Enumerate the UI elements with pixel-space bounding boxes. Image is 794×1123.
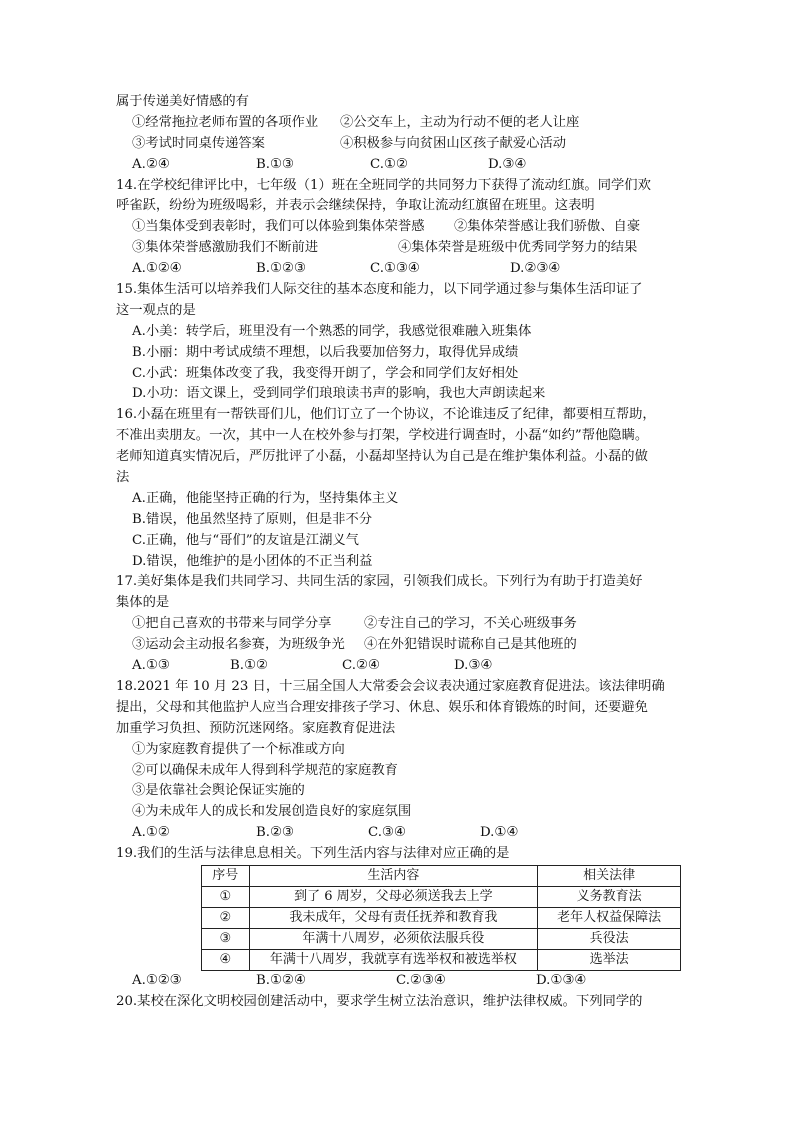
table-row [202, 928, 681, 949]
table-cell-content: 我未成年，父母有责任抚养和教育我 [249, 907, 538, 928]
q19-options [116, 971, 688, 992]
table-cell-index: ④ [202, 949, 250, 970]
q18-option-b[interactable]: B.②③ [256, 825, 294, 841]
q18-item-2: ②可以确保未成年人得到科学规范的家庭教育 [132, 762, 398, 778]
table-row [202, 886, 681, 907]
q14-option-d[interactable]: D.②③④ [510, 261, 561, 277]
q17-stem-line1: 17.美好集体是我们共同学习、共同生活的家园，引领我们成长。下列行为有助于打造美好 [116, 574, 643, 590]
q14-items-row2 [116, 238, 688, 259]
table-cell-law: 兵役法 [538, 928, 681, 949]
q17-item-3: ③运动会主动报名参赛，为班级争光 [132, 637, 345, 653]
q19-option-a[interactable]: A.①②③ [132, 972, 182, 988]
q18-stem-line2: 提出，父母和其他监护人应当合理安排孩子学习、休息、娱乐和体育锻炼的时间，还要避免 [116, 699, 648, 715]
q17-items-row1 [116, 614, 688, 635]
q17-option-b[interactable]: B.①② [230, 658, 268, 674]
q15-option-a[interactable]: A.小美：转学后，班里没有一个熟悉的同学，我感觉很难融入班集体 [132, 323, 532, 339]
q14-options [116, 259, 688, 280]
q17-option-a[interactable]: A.①③ [132, 658, 170, 674]
q18-stem-line3: 加重学习负担、预防沉迷网络。家庭教育促进法 [116, 720, 396, 736]
q15-option-d[interactable]: D.小功：语文课上，受到同学们琅琅读书声的影响，我也大声朗读起来 [132, 386, 546, 402]
q18-item-4: ④为未成年人的成长和发展创造良好的家庭氛围 [132, 804, 412, 820]
table-cell-law: 义务教育法 [538, 886, 681, 907]
table-header-index: 序号 [202, 865, 250, 886]
q18-options [116, 823, 688, 844]
q20-stem-line1: 20.某校在深化文明校园创建活动中，要求学生树立法治意识，维护法律权威。下列同学的 [116, 993, 643, 1009]
table-header-content: 生活内容 [249, 865, 538, 886]
q18-option-a[interactable]: A.①② [132, 825, 170, 841]
q17-option-c[interactable]: C.②④ [342, 658, 380, 674]
q14-stem-line2: 呼雀跃，纷纷为班级喝彩，并表示会继续保持，争取让流动红旗留在班里。这表明 [116, 198, 595, 214]
q14-option-c[interactable]: C.①③④ [370, 261, 420, 277]
q13-item-3: ③考试时同桌传递答案 [132, 135, 265, 151]
q18-stem-line1: 18.2021 年 10 月 23 日，十三届全国人大常委会会议表决通过家庭教育促进法。该法律明确 [116, 678, 665, 694]
q16-stem-line1: 16.小磊在班里有一帮铁哥们儿，他们订立了一个协议，不论谁违反了纪律，都要相互帮助， [116, 407, 656, 423]
q14-option-a[interactable]: A.①②④ [132, 261, 182, 277]
q13-items-row2 [116, 134, 688, 155]
q14-item-3: ③集体荣誉感激励我们不断前进 [132, 240, 319, 256]
q14-stem-line1: 14.在学校纪律评比中，七年级（1）班在全班同学的共同努力下获得了流动红旗。同学们欢 [116, 177, 651, 193]
q13-option-b[interactable]: B.①③ [256, 156, 294, 172]
q18-option-c[interactable]: C.③④ [368, 825, 406, 841]
table-row [202, 949, 681, 970]
q17-item-2: ②专注自己的学习，不关心班级事务 [364, 616, 577, 632]
q14-item-1: ①当集体受到表彰时，我们可以体验到集体荣誉感 [132, 219, 425, 235]
q13-option-c[interactable]: C.①② [370, 156, 408, 172]
q14-item-4: ④集体荣誉是班级中优秀同学努力的结果 [398, 240, 638, 256]
q13-option-a[interactable]: A.②④ [132, 156, 170, 172]
q15-stem-line2: 这一观点的是 [116, 302, 196, 318]
table-cell-index: ② [202, 907, 250, 928]
table-header-law: 相关法律 [538, 865, 681, 886]
q13-stem: 属于传递美好情感的有 [116, 94, 249, 109]
table-cell-index: ① [202, 886, 250, 907]
exam-page [116, 92, 688, 1013]
q17-stem-line2: 集体的是 [116, 595, 170, 611]
q16-stem-line2: 不准出卖朋友。一次，其中一人在校外参与打架，学校进行调查时，小磊“如约”帮他隐瞒。 [116, 428, 649, 444]
q16-stem-line4: 法 [116, 470, 130, 486]
q17-items-row2 [116, 635, 688, 656]
q13-items-row1 [116, 113, 688, 134]
q19-option-b[interactable]: B.①②④ [256, 972, 306, 988]
q16-option-c[interactable]: C.正确，他与“哥们”的友谊是江湖义气 [132, 532, 359, 548]
q17-item-1: ①把自己喜欢的书带来与同学分享 [132, 616, 332, 632]
q16-option-b[interactable]: B.错误，他虽然坚持了原则，但是非不分 [132, 511, 373, 527]
q18-item-1: ①为家庭教育提供了一个标准或方向 [132, 741, 345, 757]
q13-item-4: ④积极参与向贫困山区孩子献爱心活动 [340, 135, 567, 151]
q15-stem-line1: 15.集体生活可以培养我们人际交往的基本态度和能力，以下同学通过参与集体生活印证了 [116, 282, 643, 298]
q15-option-b[interactable]: B.小丽：期中考试成绩不理想，以后我要加倍努力，取得优异成绩 [132, 344, 519, 360]
q18-item-3: ③是依靠社会舆论保证实施的 [132, 783, 305, 799]
law-table [201, 865, 681, 971]
q17-options [116, 656, 688, 677]
q13-item-1: ①经常拖拉老师布置的各项作业 [132, 114, 319, 130]
q16-option-d[interactable]: D.错误，他维护的是小团体的不正当利益 [132, 553, 373, 569]
table-cell-content: 年满十八周岁，我就享有选举权和被选举权 [249, 949, 538, 970]
q19-option-d[interactable]: D.①③④ [536, 972, 587, 988]
q15-option-c[interactable]: C.小武：班集体改变了我，我变得开朗了，学会和同学们友好相处 [132, 365, 519, 381]
table-cell-content: 年满十八周岁，必须依法服兵役 [249, 928, 538, 949]
q14-item-2: ②集体荣誉感让我们骄傲、自豪 [454, 219, 641, 235]
q18-option-d[interactable]: D.①④ [480, 825, 519, 841]
q13-item-2: ②公交车上，主动为行动不便的老人让座 [340, 114, 580, 130]
table-header-row [202, 865, 681, 886]
q16-option-a[interactable]: A.正确，他能坚持正确的行为，坚持集体主义 [132, 490, 399, 506]
q17-item-4: ④在外犯错误时谎称自己是其他班的 [364, 637, 577, 653]
q17-option-d[interactable]: D.③④ [454, 658, 493, 674]
q19-stem: 19.我们的生活与法律息息相关。下列生活内容与法律对应正确的是 [116, 846, 510, 862]
q16-stem-line3: 老师知道真实情况后，严厉批评了小磊，小磊却坚持认为自己是在维护集体利益。小磊的做 [116, 449, 648, 465]
table-cell-law: 老年人权益保障法 [538, 907, 681, 928]
q14-option-b[interactable]: B.①②③ [256, 261, 306, 277]
table-cell-content: 到了 6 周岁，父母必须送我去上学 [249, 886, 538, 907]
table-row [202, 907, 681, 928]
q13-options [116, 155, 688, 176]
q14-items-row1 [116, 217, 688, 238]
q19-option-c[interactable]: C.②③④ [396, 972, 446, 988]
q13-option-d[interactable]: D.③④ [488, 156, 527, 172]
table-cell-law: 选举法 [538, 949, 681, 970]
table-cell-index: ③ [202, 928, 250, 949]
